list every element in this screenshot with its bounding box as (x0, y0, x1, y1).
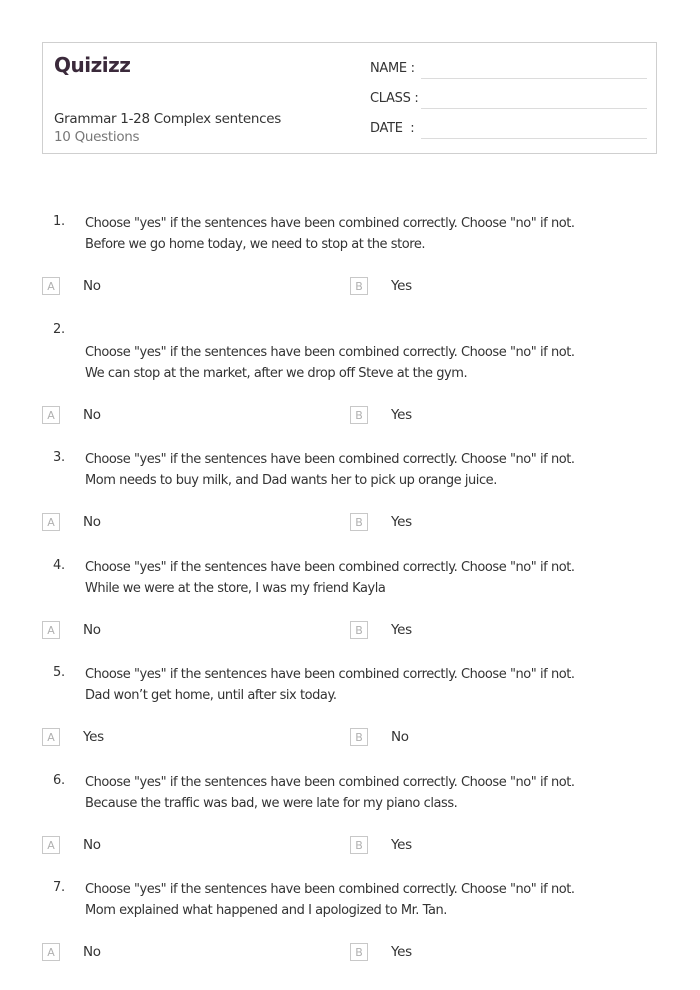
option-a[interactable] (42, 277, 101, 295)
option-label: Yes (391, 837, 412, 853)
option-letter-box: B (350, 406, 368, 424)
question-number: 3. (53, 450, 65, 465)
option-label: Yes (391, 278, 412, 294)
option-letter-box: A (42, 728, 60, 746)
date-field[interactable] (421, 138, 647, 139)
option-letter-box: A (42, 277, 60, 295)
option-a[interactable] (42, 513, 101, 531)
worksheet-header (42, 42, 657, 154)
option-letter-box: B (350, 728, 368, 746)
option-b[interactable] (350, 728, 409, 746)
option-letter-box: B (350, 513, 368, 531)
option-a[interactable] (42, 943, 101, 961)
option-label: Yes (83, 729, 104, 745)
date-label: DATE : (370, 121, 415, 136)
question-number: 5. (53, 665, 65, 680)
option-label: No (83, 278, 101, 294)
option-letter-box: B (350, 277, 368, 295)
option-label: No (83, 944, 101, 960)
option-a[interactable] (42, 406, 101, 424)
option-label: No (83, 837, 101, 853)
question-sentence: Mom needs to buy milk, and Dad wants her to pick up orange juice. (85, 473, 497, 488)
option-label: Yes (391, 622, 412, 638)
option-label: No (83, 514, 101, 530)
question-number: 1. (53, 214, 65, 229)
option-label: No (83, 407, 101, 423)
question-prompt: Choose "yes" if the sentences have been combined correctly. Choose "no" if not. (85, 775, 575, 790)
quizizz-logo: Quizizz (54, 53, 131, 77)
question-number: 7. (53, 880, 65, 895)
question-prompt: Choose "yes" if the sentences have been combined correctly. Choose "no" if not. (85, 452, 575, 467)
option-a[interactable] (42, 728, 104, 746)
class-field[interactable] (421, 108, 647, 109)
question-sentence: While we were at the store, I was my friend Kayla (85, 581, 386, 596)
question-prompt: Choose "yes" if the sentences have been combined correctly. Choose "no" if not. (85, 560, 575, 575)
option-a[interactable] (42, 836, 101, 854)
question-count: 10 Questions (54, 129, 140, 145)
question-prompt: Choose "yes" if the sentences have been combined correctly. Choose "no" if not. (85, 216, 575, 231)
question-number: 2. (53, 322, 65, 337)
question-sentence: Dad won’t get home, until after six today. (85, 688, 337, 703)
option-label: Yes (391, 407, 412, 423)
question-number: 6. (53, 773, 65, 788)
option-b[interactable] (350, 836, 412, 854)
option-label: No (83, 622, 101, 638)
question-sentence: Before we go home today, we need to stop at the store. (85, 237, 426, 252)
option-label: Yes (391, 944, 412, 960)
option-letter-box: B (350, 836, 368, 854)
option-b[interactable] (350, 277, 412, 295)
option-b[interactable] (350, 406, 412, 424)
question-prompt: Choose "yes" if the sentences have been combined correctly. Choose "no" if not. (85, 882, 575, 897)
name-label: NAME : (370, 61, 415, 76)
option-a[interactable] (42, 621, 101, 639)
question-sentence: Because the traffic was bad, we were late for my piano class. (85, 796, 458, 811)
option-letter-box: B (350, 943, 368, 961)
option-b[interactable] (350, 621, 412, 639)
option-letter-box: A (42, 513, 60, 531)
option-letter-box: A (42, 943, 60, 961)
question-sentence: We can stop at the market, after we drop off Steve at the gym. (85, 366, 468, 381)
option-b[interactable] (350, 943, 412, 961)
option-label: No (391, 729, 409, 745)
option-letter-box: A (42, 621, 60, 639)
worksheet-title: Grammar 1-28 Complex sentences (54, 111, 281, 127)
option-label: Yes (391, 514, 412, 530)
option-letter-box: A (42, 836, 60, 854)
option-b[interactable] (350, 513, 412, 531)
question-prompt: Choose "yes" if the sentences have been combined correctly. Choose "no" if not. (85, 345, 575, 360)
class-label: CLASS : (370, 91, 419, 106)
question-sentence: Mom explained what happened and I apologized to Mr. Tan. (85, 903, 447, 918)
name-field[interactable] (421, 78, 647, 79)
question-prompt: Choose "yes" if the sentences have been combined correctly. Choose "no" if not. (85, 667, 575, 682)
option-letter-box: A (42, 406, 60, 424)
question-number: 4. (53, 558, 65, 573)
option-letter-box: B (350, 621, 368, 639)
